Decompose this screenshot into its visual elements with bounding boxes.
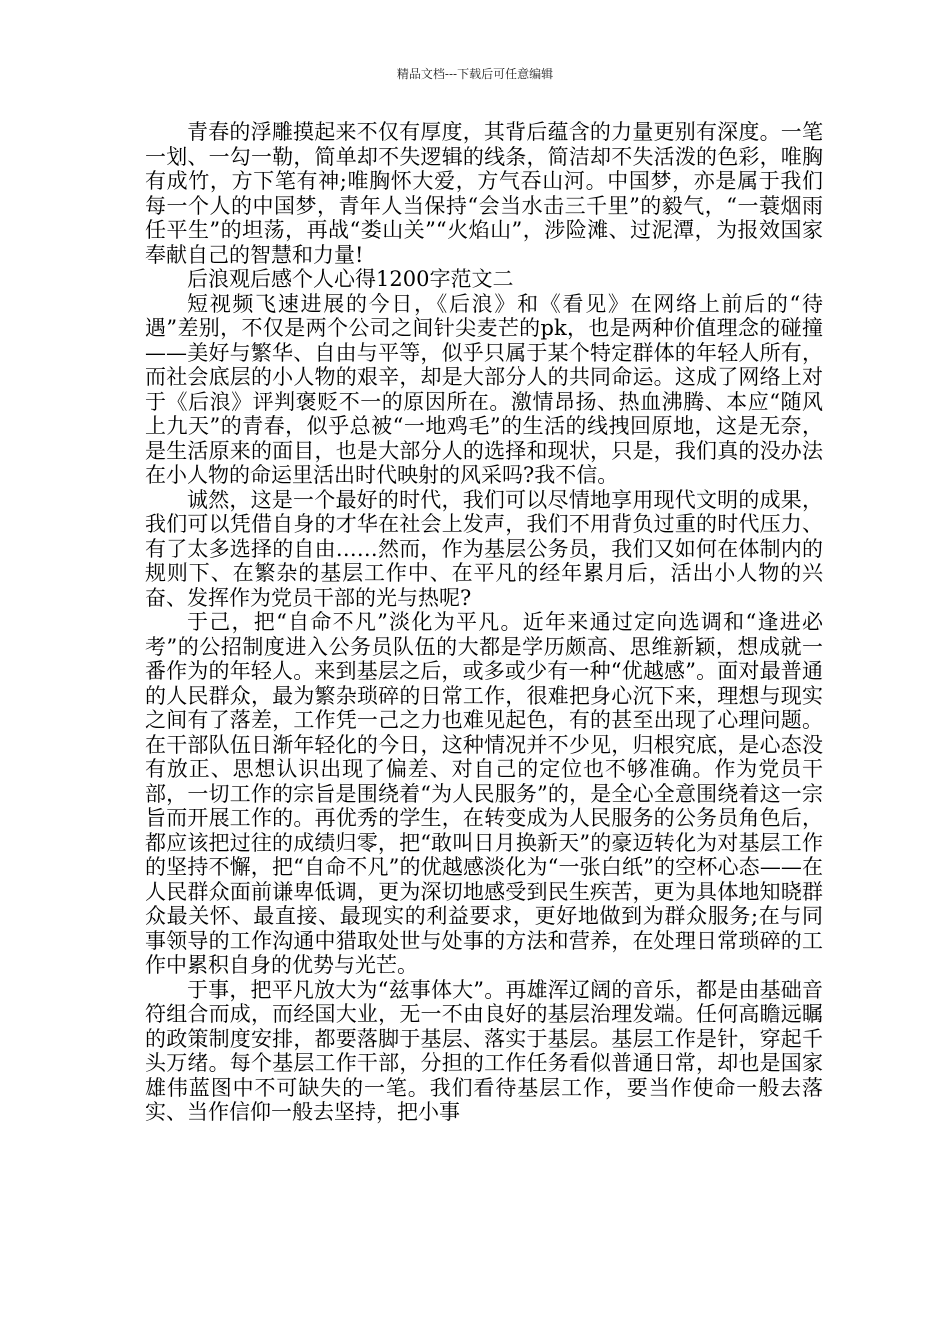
- paragraph-best-era: 诚然，这是一个最好的时代，我们可以尽情地享用现代文明的成果，我们可以凭借自身的才华在社会上发声，我们不用背负过重的时代压力、有了太多选择的自由……然而，作为基层公务员，我们又如何在体制内的规则下、在繁杂的基层工作中、在平凡的经年累月后，活出小人物的兴奋、发挥作为党员干部的光与热呢?: [145, 487, 823, 610]
- page-header: 精品文档---下载后可任意编辑: [396, 67, 554, 81]
- paragraph-short-video: 短视频飞速进展的今日，《后浪》和《看见》在网络上前后的“待遇”差别，不仅是两个公司之间针尖麦芒的pk，也是两种价值理念的碰撞——美好与繁华、自由与平等，似乎只属于某个特定群体的年轻人所有，而社会底层的小人物的艰辛，却是大部分人的共同命运。这成了网络上对于《后浪》评判褒贬不一的原因所在。激情昂扬、热血沸腾、本应“随风上九天”的青春，似乎总被“一地鸡毛”的生活的线拽回原地，这是无奈，是生活原来的面目，也是大部分人的选择和现状，只是，我们真的没办法在小人物的命运里活出时代映射的风采吗?我不信。: [145, 291, 823, 487]
- document-body: [145, 120, 823, 1125]
- section-title: 后浪观后感个人心得1200字范文二: [187, 267, 514, 291]
- paragraph-for-work: 于事，把平凡放大为“兹事体大”。再雄浑辽阔的音乐，都是由基础音符组合而成，而经国大业，无一不由良好的基层治理发端。任何高瞻远瞩的政策制度安排，都要落脚于基层、落实于基层。基层工作是针，穿起千头万绪。每个基层工作干部，分担的工作任务看似普通日常，却也是国家雄伟蓝图中不可缺失的一笔。我们看待基层工作，要当作使命一般去落实、当作信仰一般去坚持，把小事: [145, 977, 823, 1124]
- paragraph-youth-relief: 青春的浮雕摸起来不仅有厚度，其背后蕴含的力量更别有深度。一笔一划、一勾一勒，简单却不失逻辑的线条，简洁却不失活泼的色彩，唯胸有成竹，方下笔有神;唯胸怀大爱，方气吞山河。中国梦，亦是属于我们每一个人的中国梦，青年人当保持“会当水击三千里”的毅气，“一蓑烟雨任平生”的坦荡，再战“娄山关”“火焰山”，涉险滩、过泥潭，为报效国家奉献自己的智慧和力量!: [145, 120, 823, 267]
- paragraph-for-self: 于己，把“自命不凡”淡化为平凡。近年来通过定向选调和“逢进必考”的公招制度进入公务员队伍的大都是学历颇高、思维新颖，想成就一番作为的年轻人。来到基层之后，或多或少有一种“优越感”。面对最普通的人民群众，最为繁杂琐碎的日常工作，很难把身心沉下来，理想与现实之间有了落差，工作凭一己之力也难见起色，有的甚至出现了心理问题。在干部队伍日渐年轻化的今日，这种情况并不少见，归根究底，是心态没有放正、思想认识出现了偏差、对自己的定位也不够准确。作为党员干部，一切工作的宗旨是围绕着“为人民服务”的，是全心全意围绕着这一宗旨而开展工作的。再优秀的学生，在转变成为人民服务的公务员角色后，都应该把过往的成绩归零，把“敢叫日月换新天”的豪迈转化为对基层工作的坚持不懈，把“自命不凡”的优越感淡化为“一张白纸”的空杯心态——在人民群众面前谦卑低调，更为深切地感受到民生疾苦，更为具体地知晓群众最关怀、最直接、最现实的利益要求，更好地做到为群众服务;在与同事领导的工作沟通中猎取处世与处事的方法和营养，在处理日常琐碎的工作中累积自身的优势与光芒。: [145, 610, 823, 977]
